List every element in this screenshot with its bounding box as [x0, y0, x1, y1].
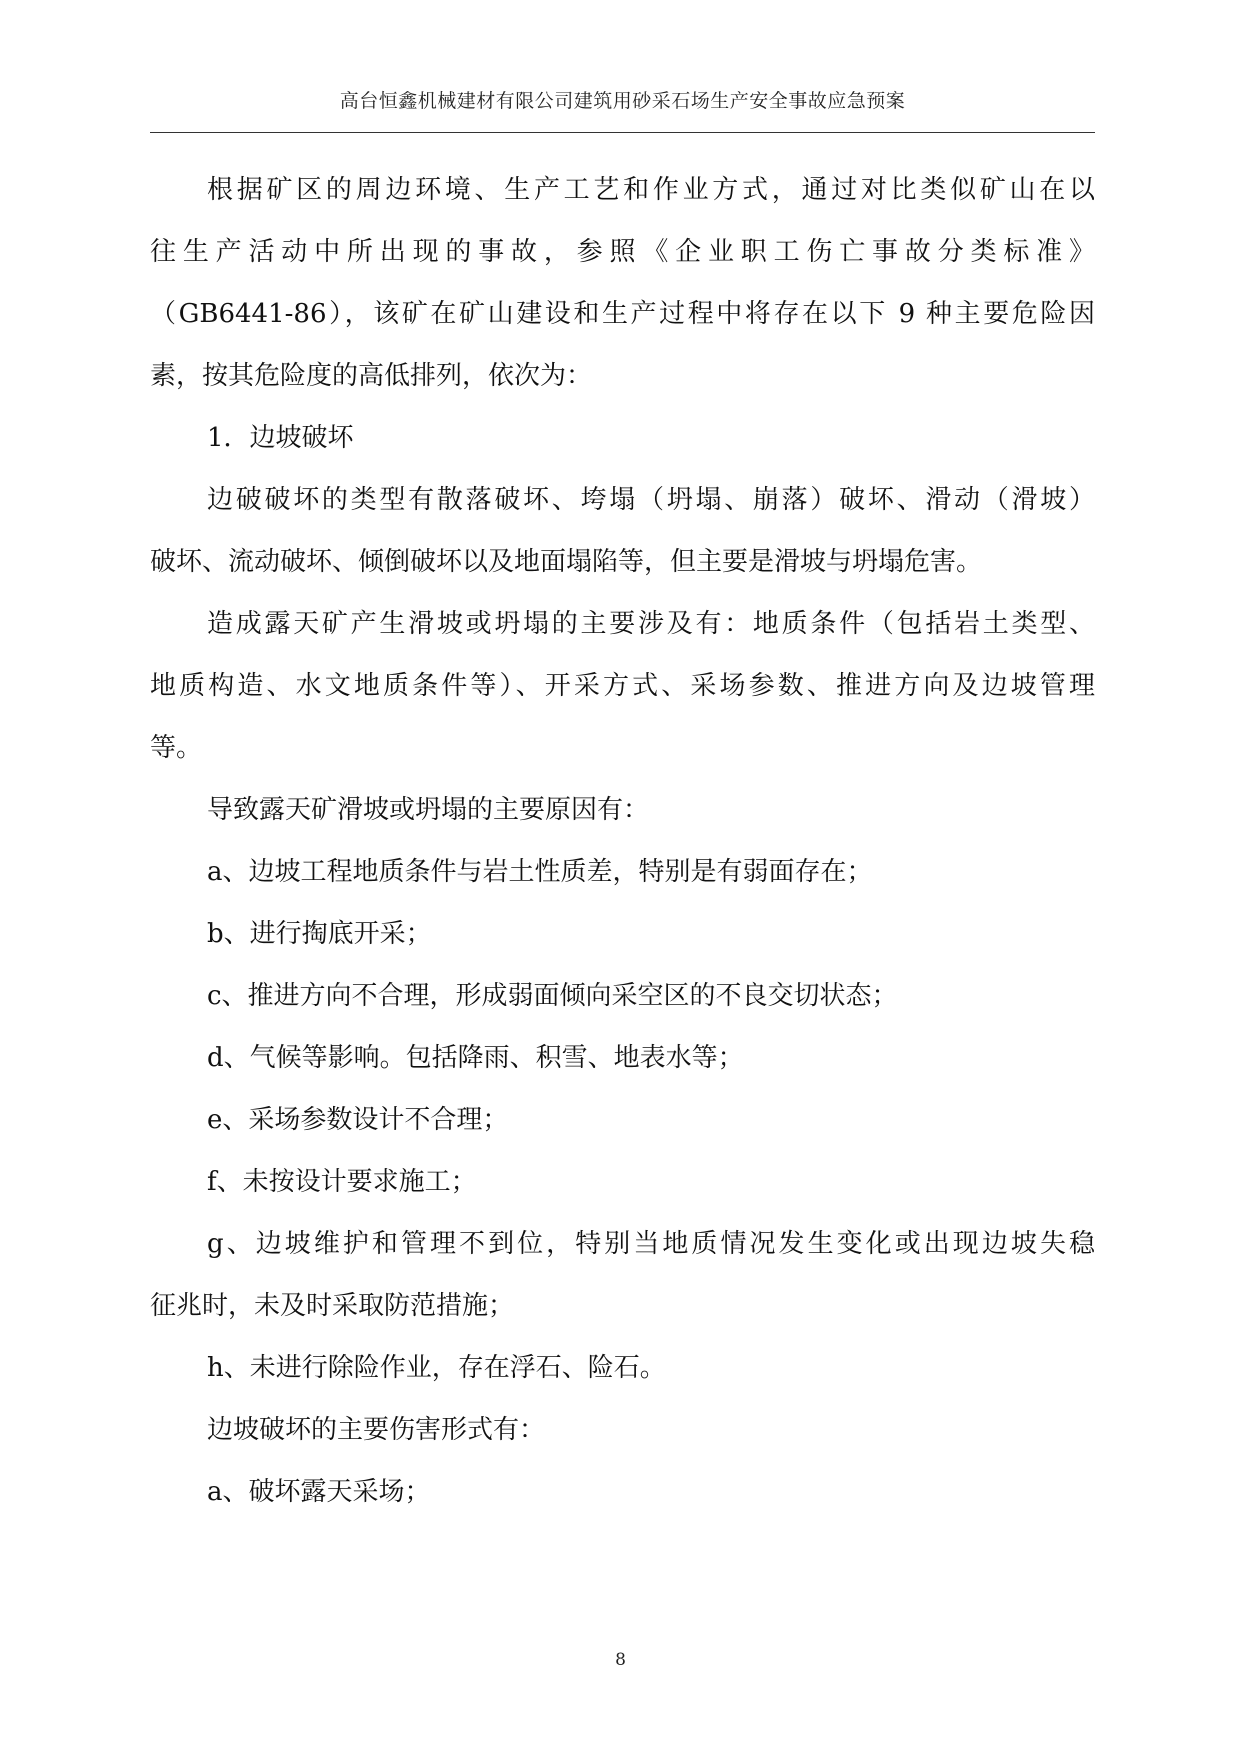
paragraph-line: 边破破坏的类型有散落破坏、垮塌（坍塌、崩落）破坏、滑动（滑坡）: [207, 485, 1095, 515]
paragraph-line: 破坏、流动破坏、倾倒破坏以及地面塌陷等，但主要是滑坡与坍塌危害。: [150, 547, 983, 577]
paragraph-line: 素，按其危险度的高低排列，依次为：: [150, 361, 593, 391]
list-item: g、边坡维护和管理不到位，特别当地质情况发生变化或出现边坡失稳: [207, 1229, 1095, 1259]
list-item: e、采场参数设计不合理；: [207, 1105, 509, 1135]
section-heading: 1．边坡破坏: [207, 423, 354, 453]
paragraph-line: 导致露天矿滑坡或坍塌的主要原因有：: [207, 795, 650, 825]
paragraph-line: 造成露天矿产生滑坡或坍塌的主要涉及有：地质条件（包括岩土类型、: [207, 609, 1095, 639]
list-item: a、破坏露天采场；: [207, 1477, 431, 1507]
paragraph-line: （GB6441-86），该矿在矿山建设和生产过程中将存在以下 9 种主要危险因: [150, 299, 1095, 329]
running-header: 高台恒鑫机械建材有限公司建筑用砂采石场生产安全事故应急预案: [339, 90, 906, 112]
list-item: f、未按设计要求施工；: [207, 1167, 477, 1197]
paragraph-line: 根据矿区的周边环境、生产工艺和作业方式，通过对比类似矿山在以: [207, 175, 1095, 205]
paragraph-line: 边坡破坏的主要伤害形式有：: [207, 1415, 546, 1445]
list-item: a、边坡工程地质条件与岩土性质差，特别是有弱面存在；: [207, 857, 873, 887]
paragraph-line: 往生产活动中所出现的事故，参照《企业职工伤亡事故分类标准》: [150, 237, 1095, 267]
list-item: b、进行掏底开采；: [207, 919, 432, 949]
list-item-continuation: 征兆时，未及时采取防范措施；: [150, 1291, 515, 1321]
paragraph-line: 地质构造、水文地质条件等）、开采方式、采场参数、推进方向及边坡管理: [150, 671, 1095, 701]
list-item: h、未进行除险作业，存在浮石、险石。: [207, 1353, 666, 1383]
paragraph-line: 等。: [150, 733, 203, 763]
header-divider: [150, 132, 1095, 133]
page-number: 8: [615, 1650, 626, 1670]
list-item: c、推进方向不合理，形成弱面倾向采空区的不良交切状态；: [207, 981, 898, 1011]
list-item: d、气候等影响。包括降雨、积雪、地表水等；: [207, 1043, 744, 1073]
